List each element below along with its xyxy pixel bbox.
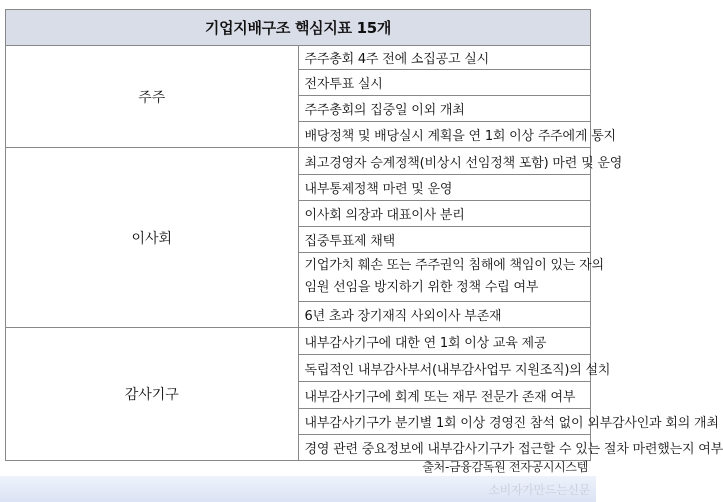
governance-table [5, 9, 723, 461]
indicator-item: 내부감사기구에 회계 또는 재무 전문가 존재 여부 [298, 382, 591, 409]
indicator-line: 임원 선임을 방지하기 위한 정책 수립 여부 [304, 280, 539, 295]
indicator-item: 내부감사기구가 분기별 1회 이상 경영진 참석 없이 외부감사인과 회의 개최 [298, 409, 591, 435]
indicator-item: 경영 관련 중요정보에 내부감사기구가 접근할 수 있는 절차 마련했는지 여부 [298, 435, 591, 461]
table-row [6, 148, 591, 175]
indicator-item: 집중투표제 채택 [298, 227, 591, 253]
category-audit: 감사기구 [6, 328, 299, 461]
indicator-item: 배당정책 및 배당실시 계획을 연 1회 이상 주주에게 통지 [298, 122, 591, 148]
indicator-item: 주주총회 4주 전에 소집공고 실시 [298, 46, 591, 70]
indicator-item: 전자투표 실시 [298, 70, 591, 96]
indicator-item-multiline [298, 253, 604, 302]
indicator-item: 내부통제정책 마련 및 운영 [298, 175, 591, 201]
watermark-bar [0, 476, 596, 502]
indicator-item: 최고경영자 승계정책(비상시 선임정책 포함) 마련 및 운영 [298, 148, 591, 175]
indicator-item: 내부감사기구에 대한 연 1회 이상 교육 제공 [298, 328, 591, 355]
category-board: 이사회 [6, 148, 299, 328]
indicator-item: 6년 초과 장기재직 사외이사 부존재 [298, 302, 591, 328]
table-row [6, 328, 591, 355]
indicator-item: 독립적인 내부감사부서(내부감사업무 지원조직)의 설치 [298, 355, 591, 382]
category-shareholders: 주주 [6, 46, 299, 148]
title-row [6, 10, 591, 46]
indicator-item: 주주총회의 집중일 이외 개최 [298, 96, 591, 122]
table-row [6, 46, 591, 70]
indicator-line: 기업가치 훼손 또는 주주권익 침해에 책임이 있는 자의 [304, 258, 604, 273]
source-note: 출처-금융감독원 전자공시시스템 [422, 460, 588, 474]
indicator-item: 이사회 의장과 대표이사 분리 [298, 201, 591, 227]
watermark-text: 소비자가만드는신문 [488, 483, 590, 497]
table-title: 기업지배구조 핵심지표 15개 [6, 10, 591, 46]
